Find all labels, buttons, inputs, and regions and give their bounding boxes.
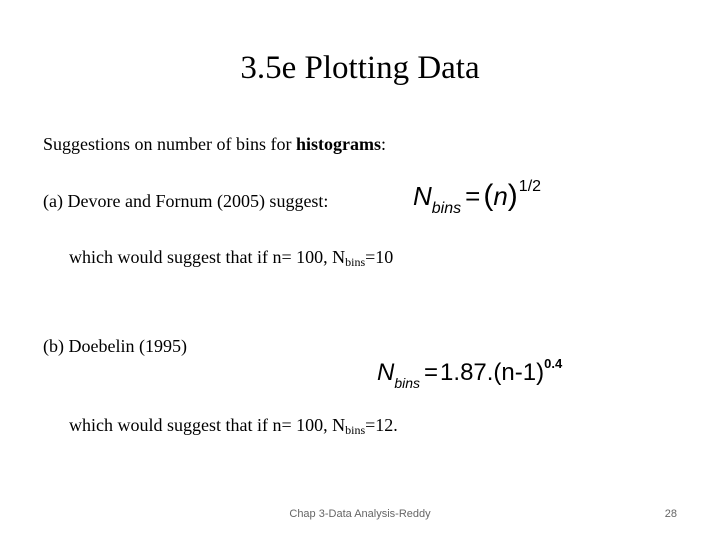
item-a-result [69,246,393,268]
page-number: 28 [664,508,677,520]
formula-a-lhs-sub: bins [431,200,462,217]
item-a-result-suffix: =10 [365,247,394,267]
formula-a-exponent: 1/2 [518,178,542,195]
intro-line [43,133,386,155]
formula-b-lhs-sub: bins [394,375,421,391]
item-a-result-prefix: which would suggest that if n= 100, N [69,247,346,267]
intro-text: Suggestions on number of bins for [43,134,296,154]
formula-a-equals: = [465,181,481,211]
slide-title: 3.5e Plotting Data [240,50,480,86]
item-a-label: (a) Devore and Fornum (2005) suggest: [43,191,329,211]
formula-a [413,176,541,221]
footer-text: Chap 3-Data Analysis-Reddy [289,508,431,520]
formula-a-lhs: N [413,181,432,211]
intro-bold-keyword: histograms [295,134,381,154]
formula-a-open-paren: ( [483,179,494,212]
item-b-result-prefix: which would suggest that if n= 100, N [69,415,346,435]
formula-b-lhs: N [377,359,395,386]
item-b-result-suffix: =12. [365,415,398,435]
formula-b-rhs: 1.87.(n-1) [440,359,545,386]
item-b-label: (b) Doebelin (1995) [43,336,187,356]
item-b-result-sub: bins [345,423,366,437]
formula-a-close-paren: ) [507,179,518,212]
formula-b-equals: = [424,359,439,386]
intro-suffix: : [380,134,386,154]
formula-b-exponent: 0.4 [544,356,563,371]
item-b-result [69,414,398,436]
item-a-result-sub: bins [345,255,366,269]
formula-b [377,355,562,394]
formula-a-var: n [493,181,508,211]
